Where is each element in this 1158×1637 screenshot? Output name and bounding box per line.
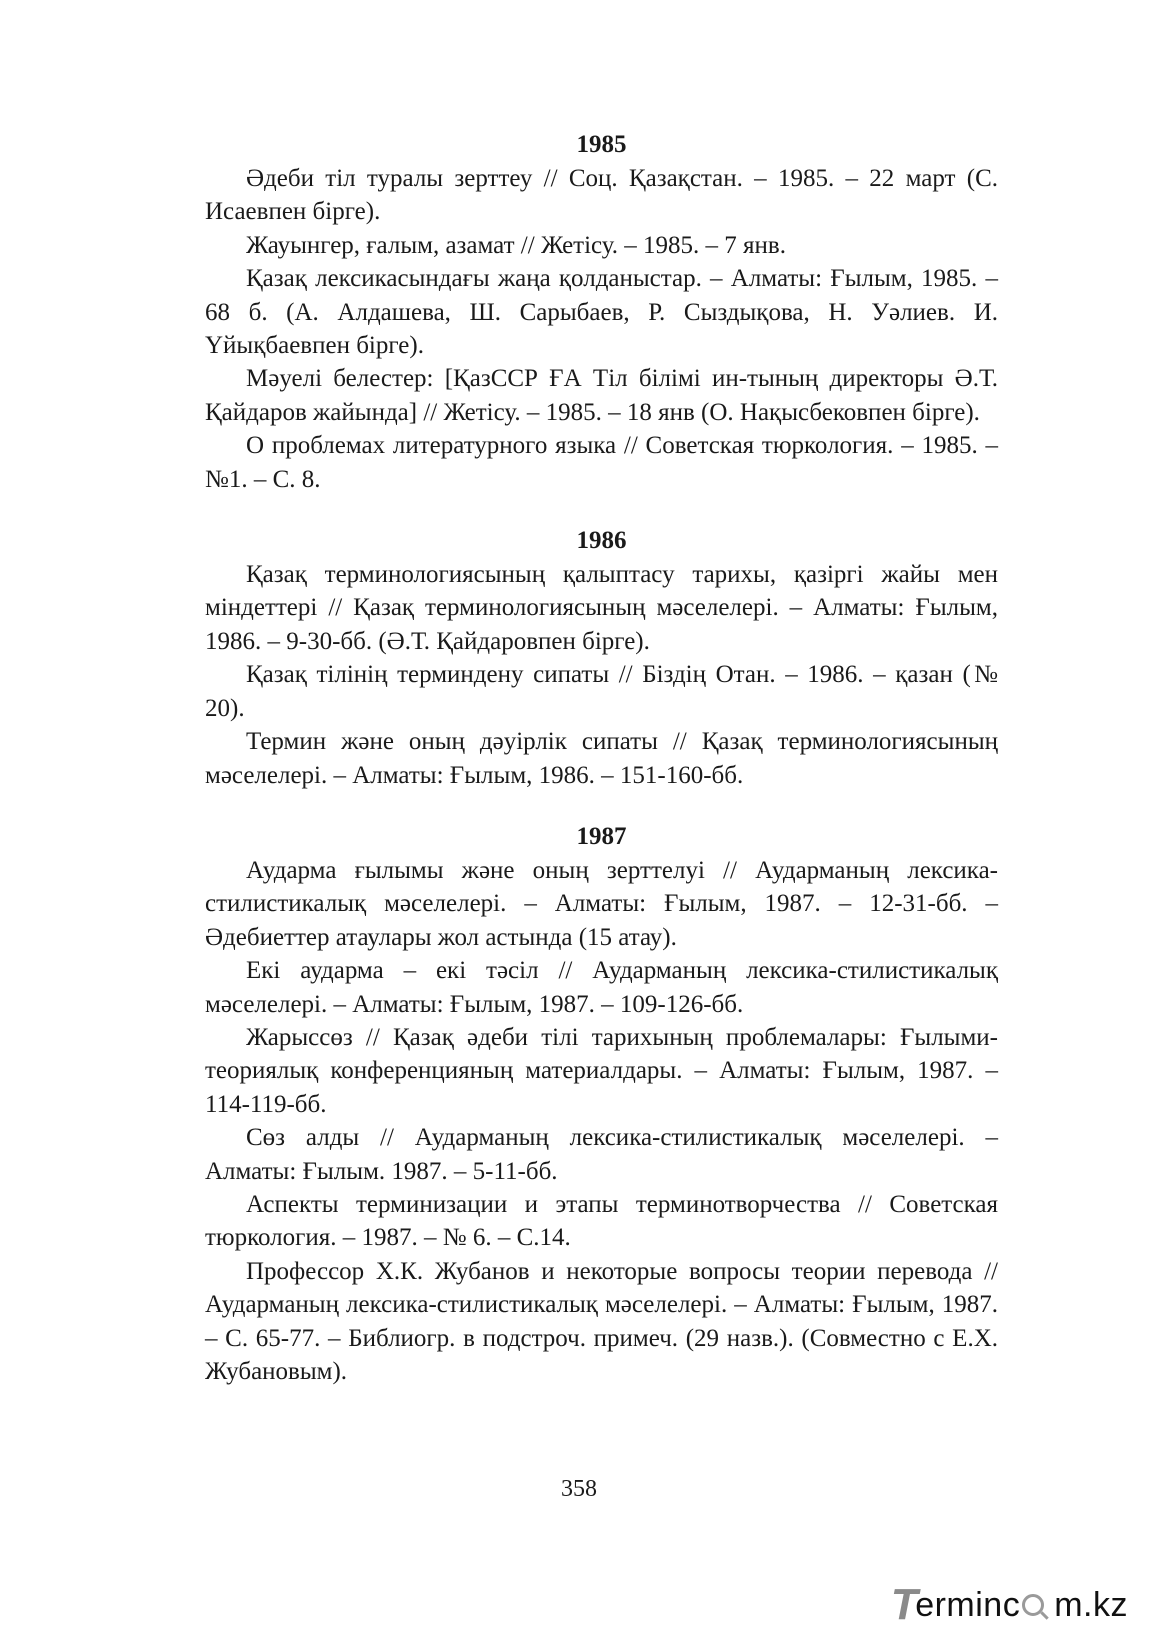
year-heading: 1987 [576,822,627,850]
bibliography-entry: Термин және оның дәуірлік сипаты // Қазақ терминологиясының мәселелері. – Алматы: Ғылым, 1986. – 151-160-бб. [205,728,998,789]
termincom-watermark-logo [891,1582,1128,1628]
year-heading: 1986 [576,527,627,555]
year-section-1987 [205,820,998,1389]
bibliography-entry: Қазақ тілінің терминдену сипаты // Біздің Отан. – 1986. – қазан (№ 20). [205,661,998,722]
magnifier-icon [1022,1594,1044,1616]
watermark-text-end: m.kz [1054,1585,1128,1624]
year-section-1986 [205,524,998,792]
bibliography-entry: Сөз алды // Аударманың лексика-стилистикалық мәселелері. – Алматы: Ғылым. 1987. – 5-11-бб. [205,1124,998,1185]
bibliography-entry: Қазақ терминологиясының қалыптасу тарихы, қазіргі жайы мен міндеттері // Қазақ терминологиясының мәселелері. – Алматы: Ғылым, 1986. – 9-30-бб. (Ә.Т. Қайдаровпен бірге). [205,561,998,655]
bibliography-entry: Аударма ғылымы және оның зерттелуі // Аударманың лексика-стилистикалық мәселелері. – Алматы: Ғылым, 1987. – 12-31-бб. – Әдебиеттер атаулары жол астында (15 атау). [205,856,998,951]
bibliography-entry: Аспекты терминизации и этапы терминотворчества // Советская тюркология. – 1987. – № 6. – С.14. [205,1190,998,1252]
bibliography-entry: Профессор Х.К. Жубанов и некоторые вопросы теории перевода // Аударманың лексика-стилистикалық мәселелері. – Алматы: Ғылым, 1987. – С. 65-77. – Библиогр. в подстроч. примеч. (29 назв.). (Совместно с Е.Х. Жубановым). [205,1257,998,1385]
bibliography-entry: Екі аударма – екі тәсіл // Аударманың лексика-стилистикалық мәселелері. – Алматы: Ғылым, 1987. – 109-126-бб. [205,957,998,1018]
bibliography-entry: Жарыссөз // Қазақ әдеби тілі тарихының проблемалары: Ғылыми-теориялық конференцияның материалдары. – Алматы: Ғылым, 1987. – 114-119-бб. [205,1023,998,1118]
bibliography-entry: Қазақ лексикасындағы жаңа қолданыстар. – Алматы: Ғылым, 1985. – 68 б. (А. Алдашева, Ш. Сарыбаев, Р. Сыздықова, Н. Уәлиев. И. Үйықбаевпен бірге). [205,265,998,360]
year-heading: 1985 [576,131,627,158]
bibliography-entry: Мәуелі белестер: [ҚазССР ҒА Тіл білімі ин-тының директоры Ә.Т. Қайдаров жайында] // Жетісу. – 1985. – 18 янв (О. Нақысбековпен бірге). [205,365,998,426]
bibliography-page [205,128,998,1388]
year-section-1985 [205,128,998,496]
bibliography-entry: Әдеби тіл туралы зерттеу // Соц. Қазақстан. – 1985. – 22 март (С. Исаевпен бірге). [205,165,998,226]
page-number: 358 [561,1476,597,1502]
bibliography-entry: Жауынгер, ғалым, азамат // Жетісу. – 1985. – 7 янв. [246,231,786,259]
bibliography-entry: О проблемах литературного языка // Советская тюркология. – 1985. – №1. – С. 8. [205,432,998,493]
watermark-logo-letter: T [890,1580,919,1629]
watermark-text-start: erminc [915,1585,1021,1624]
